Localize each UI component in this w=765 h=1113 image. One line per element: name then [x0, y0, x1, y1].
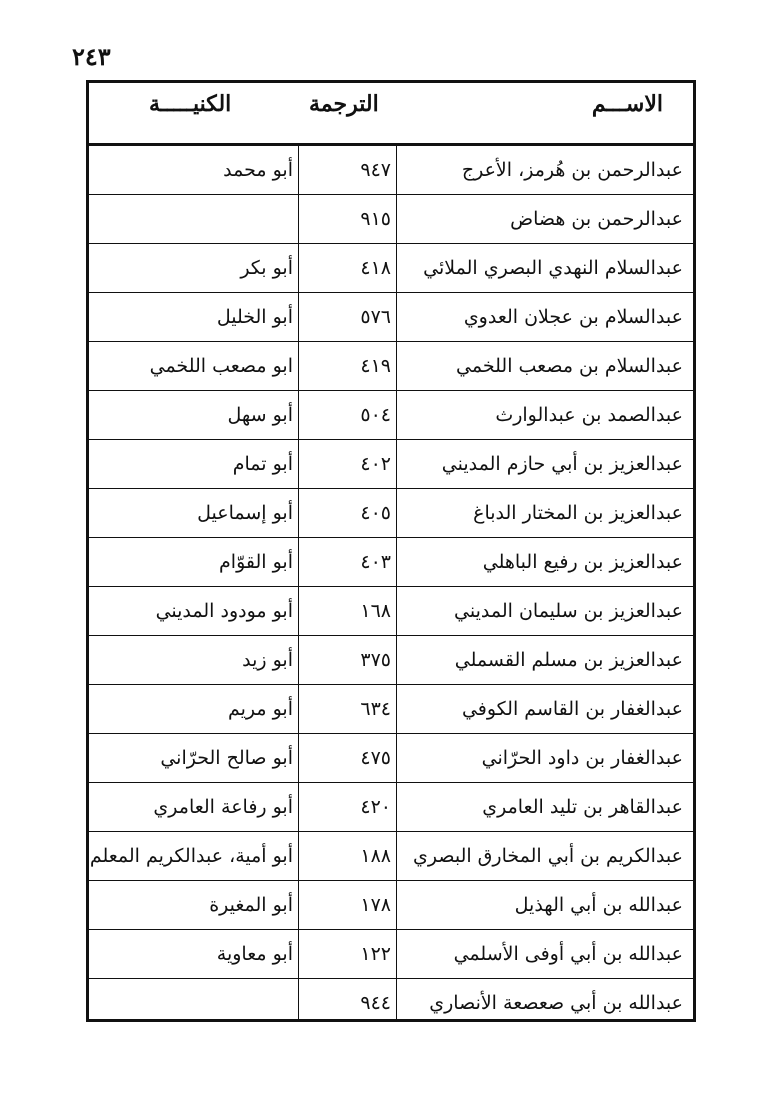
row-translation-number: ١٨٨ [360, 845, 391, 867]
table-row [89, 440, 693, 489]
row-kunya: أبو القوّام [219, 551, 293, 573]
table-row [89, 832, 693, 881]
row-name: عبدالغفار بن القاسم الكوفي [461, 698, 683, 720]
row-kunya: أبو مودود المديني [155, 600, 293, 622]
row-translation-number: ٦٣٤ [360, 698, 391, 720]
table-row [89, 636, 693, 685]
header-name: الاســـم [591, 91, 663, 117]
table-row [89, 195, 693, 244]
table-row [89, 930, 693, 979]
row-kunya: أبو مريم [227, 698, 293, 720]
row-translation-number: ٣٧٥ [360, 649, 391, 671]
row-name: عبدالله بن أبي الهذيل [514, 894, 683, 916]
row-translation-number: ٤٠٣ [360, 551, 391, 573]
row-kunya [95, 979, 293, 1028]
row-kunya: أبو رفاعة العامري [153, 796, 293, 818]
row-translation-number: ١٢٢ [360, 943, 391, 965]
row-translation-number: ٩٤٧ [360, 159, 391, 181]
row-name: عبدالعزيز بن سليمان المديني [454, 600, 683, 622]
row-translation-number: ٤٠٥ [360, 502, 391, 524]
row-name: عبدالرحمن بن هُرمز، الأعرج [461, 159, 683, 181]
row-kunya: أبو زيد [242, 649, 293, 671]
row-kunya: أبو إسماعيل [197, 502, 293, 524]
row-kunya: أبو محمد [223, 159, 293, 181]
table-row [89, 881, 693, 930]
row-translation-number: ٩١٥ [360, 208, 391, 230]
row-name: عبدالصمد بن عبدالوارث [495, 404, 683, 426]
index-table [86, 80, 696, 1022]
row-translation-number: ١٦٨ [360, 600, 391, 622]
row-kunya: أبو أمية، عبدالكريم المعلم [89, 845, 293, 867]
row-name: عبدالكريم بن أبي المخارق البصري [413, 845, 683, 867]
row-kunya: أبو صالح الحرّاني [160, 747, 293, 769]
table-row [89, 538, 693, 587]
table-row [89, 146, 693, 195]
row-name: عبدالغفار بن داود الحرّاني [481, 747, 683, 769]
table-row [89, 783, 693, 832]
row-translation-number: ٥٠٤ [360, 404, 391, 426]
row-translation-number: ٤١٩ [360, 355, 391, 377]
row-kunya: أبو معاوية [216, 943, 293, 965]
table-row [89, 342, 693, 391]
header-translation: الترجمة [309, 91, 379, 117]
table-row [89, 489, 693, 538]
row-kunya: أبو تمام [232, 453, 293, 475]
row-name: عبدالرحمن بن هضاض [510, 208, 683, 230]
row-kunya: ابو مصعب اللخمي [149, 355, 293, 377]
table-row [89, 734, 693, 783]
row-name: عبدالله بن أبي صعصعة الأنصاري [429, 992, 683, 1014]
table-header [89, 83, 693, 146]
row-name: عبدالعزيز بن مسلم القسملي [454, 649, 683, 671]
row-translation-number: ٩٤٤ [360, 992, 391, 1014]
table-row [89, 391, 693, 440]
table-row [89, 293, 693, 342]
row-name: عبدالسلام بن مصعب اللخمي [456, 355, 683, 377]
row-name: عبدالعزيز بن رفيع الباهلي [482, 551, 683, 573]
row-kunya: أبو بكر [240, 257, 293, 279]
table-row [89, 685, 693, 734]
table-row [89, 244, 693, 293]
row-name: عبدالعزيز بن أبي حازم المديني [441, 453, 683, 475]
row-kunya: أبو الخليل [216, 306, 293, 328]
table-row [89, 979, 693, 1028]
row-name: عبدالسلام بن عجلان العدوي [463, 306, 683, 328]
table-row [89, 587, 693, 636]
row-name: عبدالعزيز بن المختار الدباغ [473, 502, 683, 524]
row-translation-number: ٤٧٥ [360, 747, 391, 769]
row-translation-number: ١٧٨ [360, 894, 391, 916]
row-kunya: أبو سهل [227, 404, 293, 426]
page-number: ٢٤٣ [72, 42, 111, 71]
row-translation-number: ٤٢٠ [360, 796, 391, 818]
header-kunya: الكنيـــــة [149, 91, 232, 117]
row-translation-number: ٤١٨ [360, 257, 391, 279]
row-name: عبدالله بن أبي أوفى الأسلمي [453, 943, 683, 965]
row-translation-number: ٥٧٦ [360, 306, 391, 328]
row-name: عبدالسلام النهدي البصري الملائي [423, 257, 683, 279]
row-translation-number: ٤٠٢ [360, 453, 391, 475]
row-kunya [95, 195, 293, 244]
row-name: عبدالقاهر بن تليد العامري [482, 796, 683, 818]
row-kunya: أبو المغيرة [209, 894, 293, 916]
